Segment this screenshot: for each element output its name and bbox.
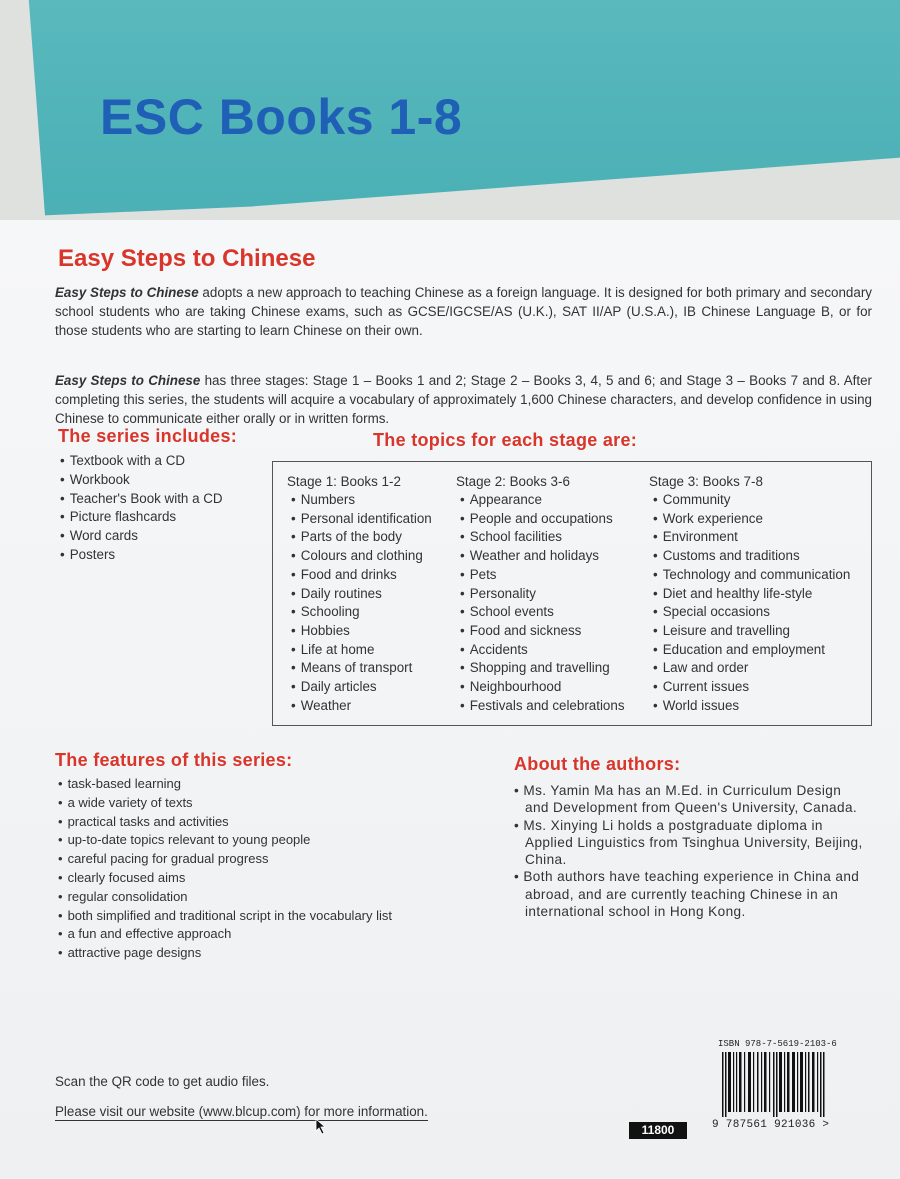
list-item: • Means of transport [291, 659, 432, 678]
list-item: • Personality [460, 585, 625, 604]
stage-1-column [287, 472, 432, 715]
topics-heading: The topics for each stage are: [373, 430, 638, 450]
list-item: • Leisure and travelling [653, 622, 850, 641]
list-item: • Community [653, 491, 850, 510]
list-item: • People and occupations [460, 510, 625, 529]
series-name: Easy Steps to Chinese [55, 373, 201, 388]
cover-title: ESC Books 1-8 [100, 89, 463, 145]
list-item: • Numbers [291, 491, 432, 510]
list-item: • both simplified and traditional script in the vocabulary list [58, 907, 392, 926]
list-item: • School events [460, 603, 625, 622]
list-item: • Shopping and travelling [460, 659, 625, 678]
list-item: • up-to-date topics relevant to young people [58, 831, 392, 850]
intro-paragraph-1: Easy Steps to Chinese adopts a new approach to teaching Chinese as a foreign language. It is designed for both primary and secondary school students who are taking Chinese exams, such as GCSE/IGCSE/AS (U.K.), SAT II/AP (U.S.A.), IB Chinese Language B, or for those students who are starting to learn Chinese on their own. [55, 285, 872, 338]
list-item: • careful pacing for gradual progress [58, 850, 392, 869]
features-heading: The features of this series: [55, 750, 293, 770]
list-item: • a fun and effective approach [58, 925, 392, 944]
list-item: • School facilities [460, 528, 625, 547]
list-item: • Current issues [653, 678, 850, 697]
list-item: • regular consolidation [58, 888, 392, 907]
list-item: • Pets [460, 566, 625, 585]
list-item: • Special occasions [653, 603, 850, 622]
stage-3-column [649, 472, 850, 715]
series-list [60, 452, 223, 565]
list-item: • Word cards [60, 527, 223, 546]
list-item: • Food and sickness [460, 622, 625, 641]
list-item: • task-based learning [58, 775, 392, 794]
list-item: • Daily routines [291, 585, 432, 604]
list-item: • Environment [653, 528, 850, 547]
list-item: • Schooling [291, 603, 432, 622]
list-item: • Teacher's Book with a CD [60, 490, 223, 509]
list-item: • Appearance [460, 491, 625, 510]
list-item: • practical tasks and activities [58, 813, 392, 832]
list-item: • Textbook with a CD [60, 452, 223, 471]
price-code-label: 11800 [629, 1122, 687, 1139]
list-item: • Weather and holidays [460, 547, 625, 566]
list-item: • Law and order [653, 659, 850, 678]
list-item: • Both authors have teaching experience in China and abroad, and are currently teaching Chinese in an international school in Hong Kong. [514, 868, 864, 920]
barcode-icon [722, 1052, 834, 1117]
list-item: • Technology and communication [653, 566, 850, 585]
list-item: • Colours and clothing [291, 547, 432, 566]
authors-heading: About the authors: [514, 754, 681, 774]
series-name: Easy Steps to Chinese [55, 285, 199, 300]
stage-title: Stage 1: Books 1-2 [287, 474, 401, 489]
website-link[interactable]: Please visit our website (www.blcup.com) for more information. [55, 1104, 428, 1119]
list-item: • Life at home [291, 641, 432, 660]
isbn-text: ISBN 978-7-5619-2103-6 [718, 1039, 837, 1049]
features-list [58, 775, 392, 963]
list-item: • World issues [653, 697, 850, 716]
list-item: • clearly focused aims [58, 869, 392, 888]
stage-title: Stage 2: Books 3-6 [456, 474, 570, 489]
topics-box [272, 461, 872, 726]
list-item: • Neighbourhood [460, 678, 625, 697]
list-item: • Daily articles [291, 678, 432, 697]
list-item: • Parts of the body [291, 528, 432, 547]
list-item: • Ms. Xinying Li holds a postgraduate diploma in Applied Linguistics from Tsinghua University, Beijing, China. [514, 817, 864, 869]
series-heading: The series includes: [58, 426, 238, 446]
authors-list [514, 782, 864, 920]
list-item: • Festivals and celebrations [460, 697, 625, 716]
list-item: • Accidents [460, 641, 625, 660]
list-item: • Work experience [653, 510, 850, 529]
stage-2-column [456, 472, 625, 715]
intro-paragraph-2: Easy Steps to Chinese has three stages: Stage 1 – Books 1 and 2; Stage 2 – Books 3, 4, 5 and 6; and Stage 3 – Books 7 and 8. After completing this series, the students will acquire a vocabulary of approximately 1,600 Chinese characters, and develop confidence in using Chinese to communicate either orally or in written forms. [55, 373, 872, 426]
list-item: • Workbook [60, 471, 223, 490]
list-item: • Personal identification [291, 510, 432, 529]
barcode-number: 9 787561 921036 > [712, 1119, 830, 1131]
list-item: • Picture flashcards [60, 508, 223, 527]
list-item: • Ms. Yamin Ma has an M.Ed. in Curriculum Design and Development from Queen's University, Canada. [514, 782, 864, 817]
list-item: • attractive page designs [58, 944, 392, 963]
intro-heading: Easy Steps to Chinese [58, 245, 316, 272]
list-item: • Education and employment [653, 641, 850, 660]
list-item: • Posters [60, 546, 223, 565]
list-item: • Diet and healthy life-style [653, 585, 850, 604]
list-item: • Food and drinks [291, 566, 432, 585]
list-item: • Customs and traditions [653, 547, 850, 566]
list-item: • Hobbies [291, 622, 432, 641]
scan-qr-text: Scan the QR code to get audio files. [55, 1074, 270, 1089]
list-item: • a wide variety of texts [58, 794, 392, 813]
list-item: • Weather [291, 697, 432, 716]
stage-title: Stage 3: Books 7-8 [649, 474, 763, 489]
mouse-cursor-icon [315, 1118, 329, 1136]
